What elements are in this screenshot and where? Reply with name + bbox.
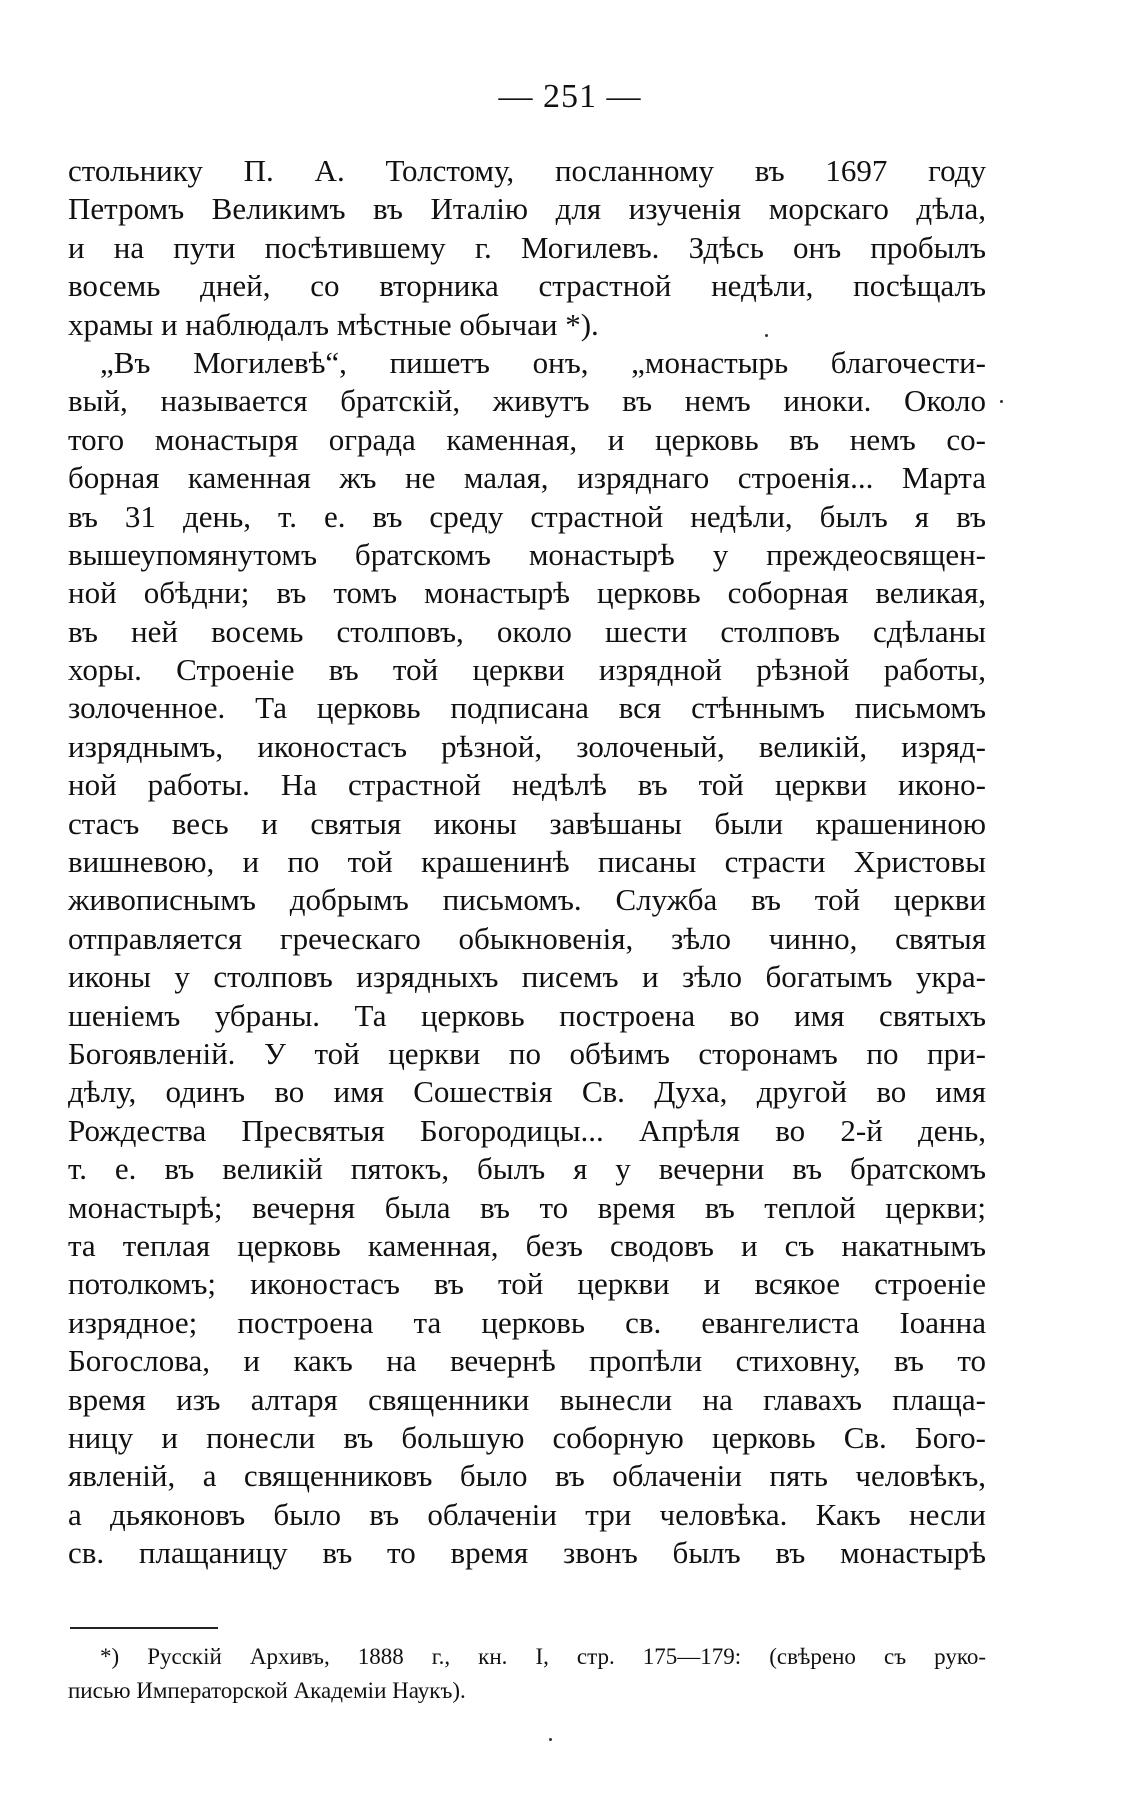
text-line: ной обѣдни; въ томъ монастырѣ церковь соборная великая, — [68, 575, 986, 611]
text-line: иконы у столповъ изрядныхъ писемъ и зѣло богатымъ укра- — [68, 959, 986, 995]
text-line: потолкомъ; иконостасъ въ той церкви и всякое строеніе — [68, 1266, 986, 1302]
text-line: изряднымъ, иконостасъ рѣзной, золоченый, великій, изряд- — [68, 728, 986, 764]
text-line: восемь дней, со вторника страстной недѣли, посѣщалъ — [68, 268, 986, 304]
text-line: вишневою, и по той крашенинѣ писаны страсти Христовы — [68, 844, 986, 880]
text-line: храмы и наблюдалъ мѣстные обычаи *). — [68, 306, 599, 342]
text-line: золоченное. Та церковь подписана вся стѣннымъ письмомъ — [68, 690, 986, 726]
text-line: св. плащаницу въ то время звонъ былъ въ монастырѣ — [68, 1535, 986, 1571]
text-line: Богослова, и какъ на вечернѣ пропѣли стиховну, въ то — [68, 1343, 986, 1379]
main-text — [68, 152, 986, 1572]
text-line: дѣлу, одинъ во имя Сошествія Св. Духа, другой во имя — [68, 1074, 986, 1110]
text-line: шеніемъ убраны. Та церковь построена во имя святыхъ — [68, 997, 986, 1033]
text-line: явленій, а священниковъ было въ облаченіи пять человѣкъ, — [68, 1458, 986, 1494]
text-line: та теплая церковь каменная, безъ сводовъ и съ накатнымъ — [68, 1227, 986, 1263]
text-line: въ ней восемь столповъ, около шести столповъ сдѣланы — [68, 613, 986, 649]
text-line: Рождества Пресвятыя Богородицы... Апрѣля во 2-й день, — [68, 1112, 986, 1148]
text-line: Богоявленій. У той церкви по обѣимъ сторонамъ по при- — [68, 1035, 986, 1071]
text-line: хоры. Строеніе въ той церкви изрядной рѣзной работы, — [68, 652, 986, 688]
text-line: т. е. въ великій пятокъ, былъ я у вечерни въ братскомъ — [68, 1151, 986, 1187]
text-line: ной работы. На страстной недѣлѣ въ той церкви иконо- — [68, 767, 986, 803]
text-line: а дьяконовъ было въ облаченіи три человѣка. Какъ несли — [68, 1496, 986, 1532]
text-line: время изъ алтаря священники вынесли на главахъ плаща- — [68, 1381, 986, 1417]
text-line: изрядное; построена та церковь св. евангелиста Іоанна — [68, 1304, 986, 1340]
text-line: монастырѣ; вечерня была въ то время въ теплой церкви; — [68, 1189, 986, 1225]
text-line: ницу и понесли въ большую соборную церковь Св. Бого- — [68, 1419, 986, 1455]
footnote-line: *) Русскій Архивъ, 1888 г., кн. I, стр. 175—179: (свѣрено съ руко- — [100, 1644, 986, 1669]
text-line: того монастыря ограда каменная, и церковь въ немъ со- — [68, 421, 986, 457]
print-speck — [549, 1738, 552, 1741]
text-line: живописнымъ добрымъ письмомъ. Служба въ той церкви — [68, 882, 986, 918]
footnote-divider — [70, 1627, 218, 1629]
footnote-line: писью Императорской Академіи Наукъ). — [68, 1678, 466, 1703]
text-line: стольнику П. А. Толстому, посланному въ 1697 году — [68, 153, 986, 188]
text-line: въ 31 день, т. е. въ среду страстной недѣли, былъ я въ — [68, 498, 986, 534]
text-line: и на пути посѣтившему г. Могилевъ. Здѣсь онъ пробылъ — [68, 229, 986, 265]
text-line: „Въ Могилевѣ“, пишетъ онъ, „монастырь благочести- — [100, 344, 986, 380]
text-line: вышеупомянутомъ братскомъ монастырѣ у преждеосвящен- — [68, 536, 986, 572]
text-line: стасъ весь и святыя иконы завѣшаны были крашениною — [68, 805, 986, 841]
text-line: отправляется греческаго обыкновенія, зѣло чинно, святыя — [68, 920, 986, 956]
print-speck — [765, 334, 768, 337]
text-line: Петромъ Великимъ въ Италію для изученія морскаго дѣла, — [68, 191, 986, 227]
print-speck — [1000, 400, 1003, 403]
text-line: вый, называется братскій, живутъ въ немъ иноки. Около — [68, 383, 986, 419]
footnote — [68, 1640, 986, 1708]
page-number: — 251 — — [498, 78, 642, 115]
text-line: борная каменная жъ не малая, изряднаго строенія... Марта — [68, 460, 986, 496]
